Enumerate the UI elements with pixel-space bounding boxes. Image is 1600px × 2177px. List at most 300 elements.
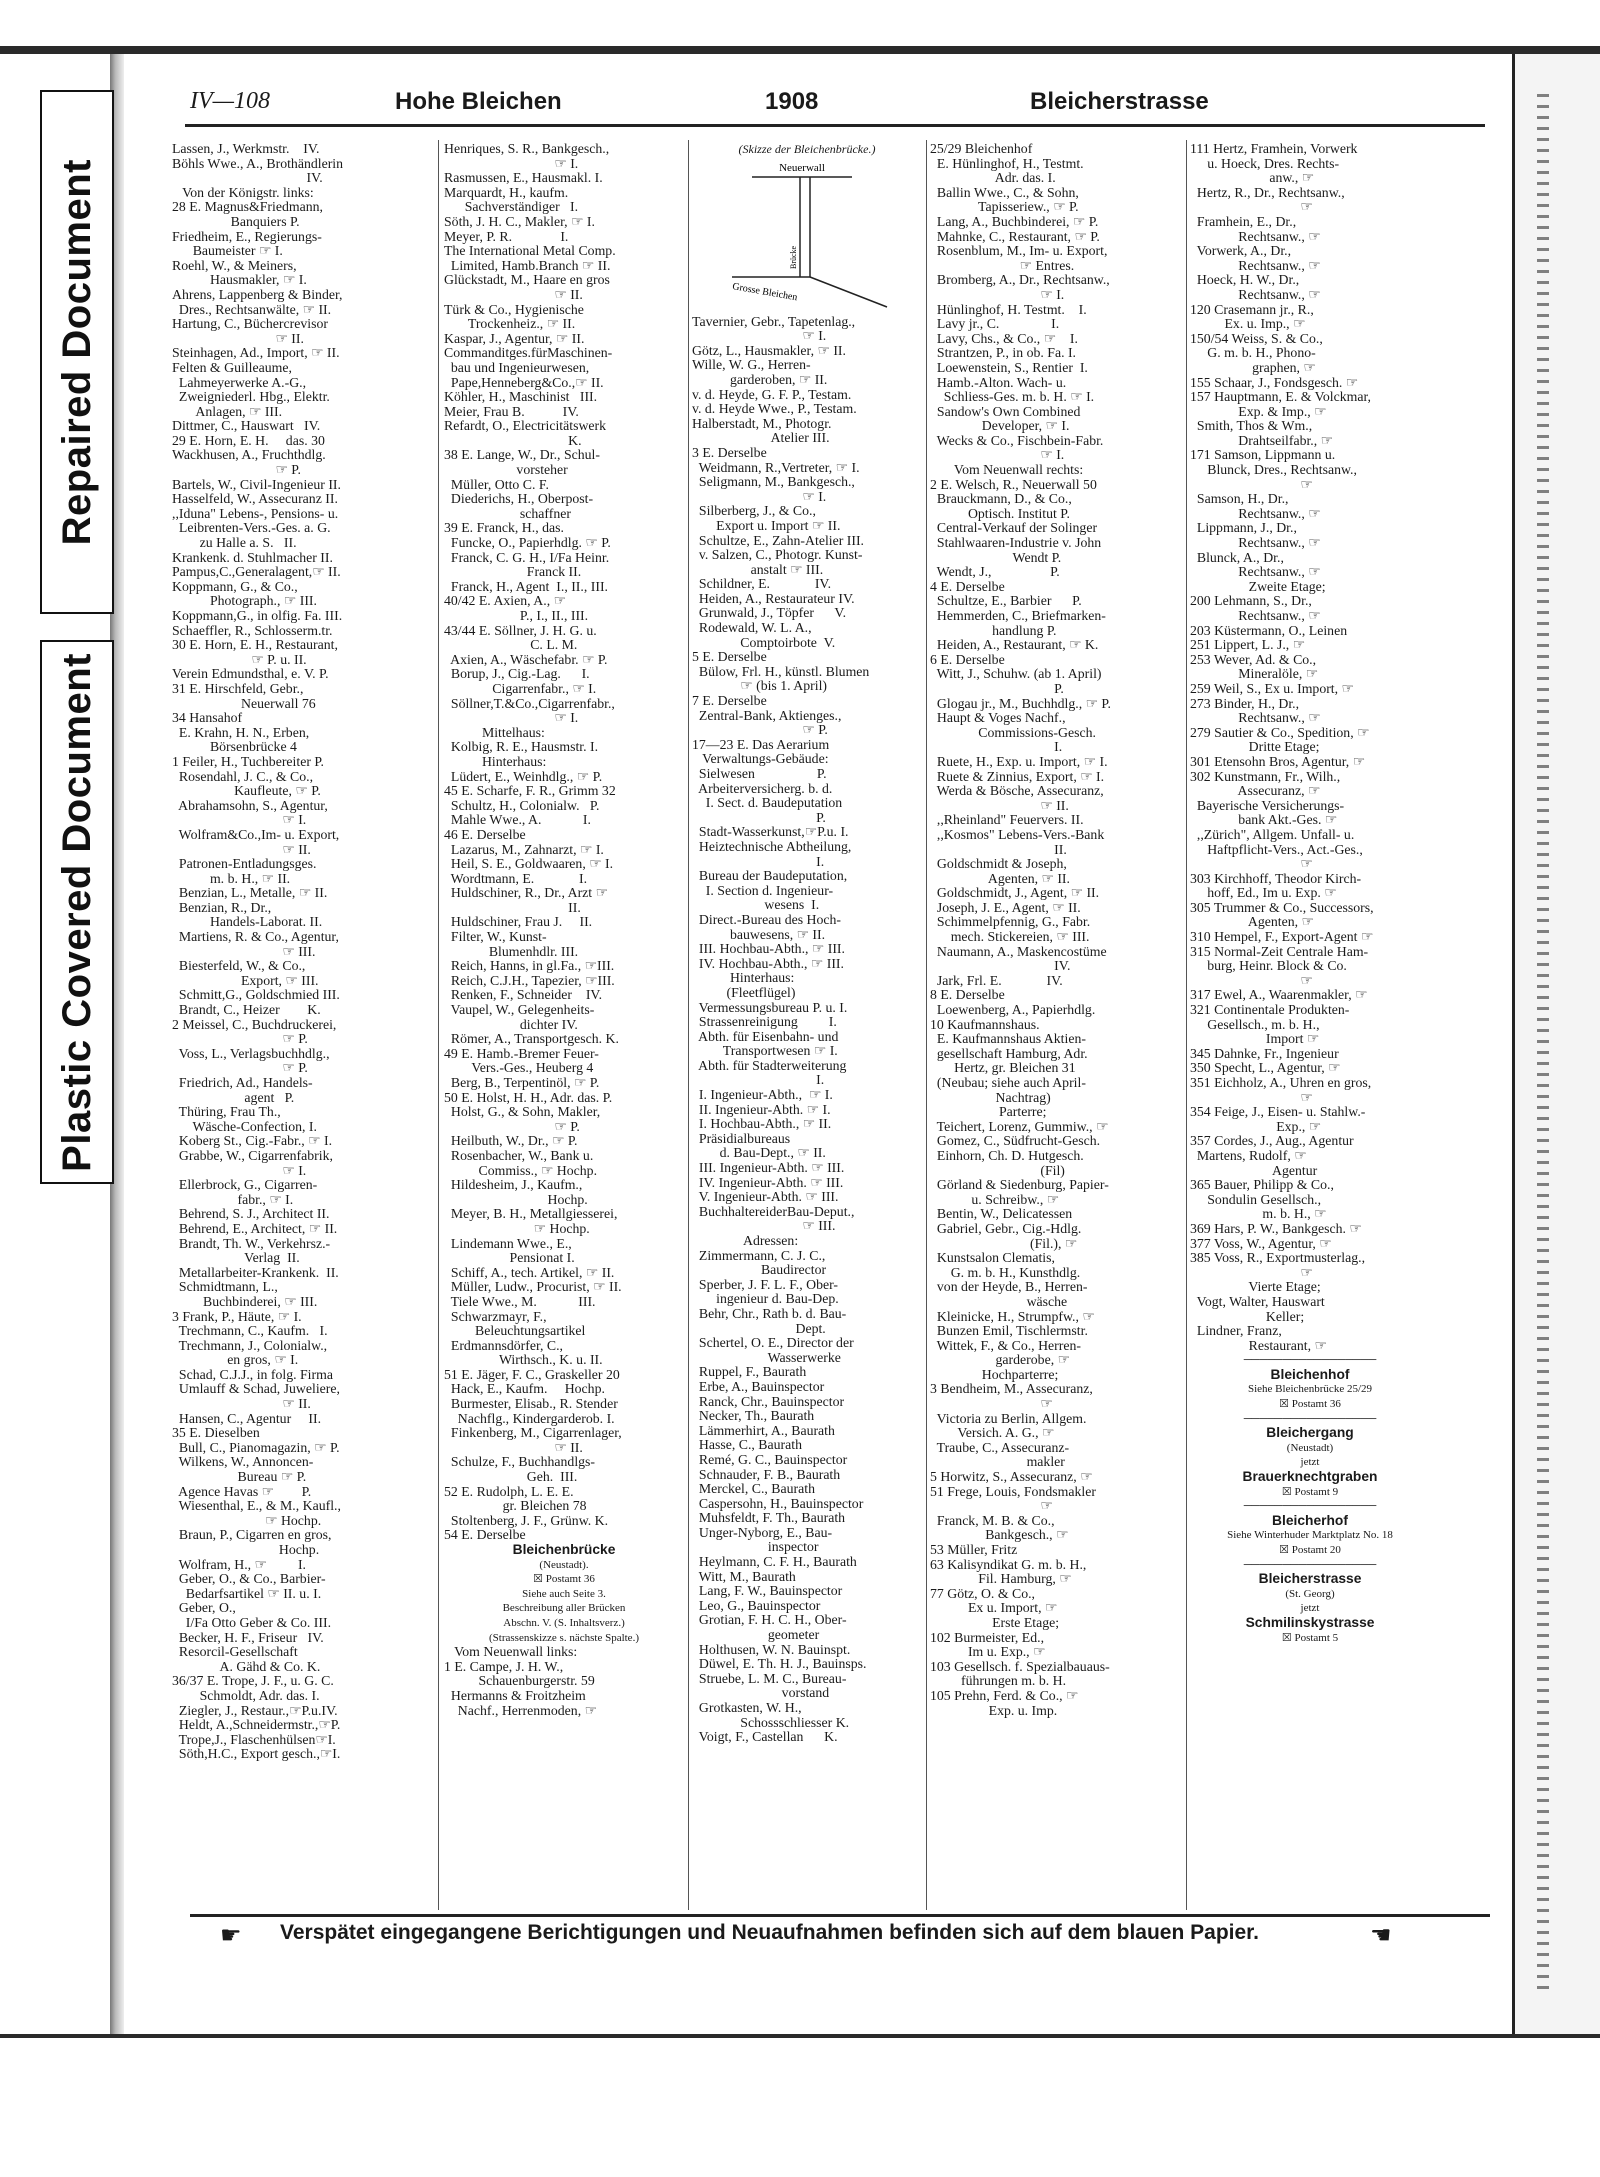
directory-entry: 6 E. Derselbe [930,651,1005,667]
directory-entry: ☞ P. [172,462,301,478]
directory-entry: Gomez, C., Südfrucht-Gesch. [930,1133,1101,1149]
directory-entry: 43/44 E. Söllner, J. H. G. u. [444,622,597,638]
directory-entry: Commanditges.fürMaschinen- [444,345,613,361]
directory-entry: Werda & Bösche, Assecuranz, [930,783,1104,799]
directory-entry: Von der Königstr. links: [172,184,314,200]
directory-entry: Wolfram&Co.,Im- u. Export, [172,826,340,842]
directory-entry: Commissions-Gesch. [930,724,1096,740]
directory-entry: (Neubau; siehe auch April- [930,1075,1086,1090]
directory-entry: G. m. b. H., Kunsthdlg. [930,1264,1081,1280]
directory-entry: Sachverständiger I. [444,199,579,215]
directory-entry: garderobe, ☞ [930,1352,1070,1368]
directory-entry: Baumeister ☞ I. [172,243,283,259]
directory-entry: Steinhagen, Ad., Import, ☞ II. [172,345,340,361]
directory-entry: I. Sect. d. Baudeputation [692,795,843,811]
bridge-sketch [692,159,912,309]
directory-entry: 203 Küstermann, O., Leinen [1190,622,1348,638]
directory-entry: Gabriel, Gebr., Cig.-Hdlg. [930,1220,1082,1236]
directory-entry: v. Salzen, C., Photogr. Kunst- [692,547,863,563]
directory-entry: Henriques, S. R., Bankgesch., [444,142,610,156]
directory-entry: Müller, Otto C. F. [444,476,549,492]
directory-entry: von der Heyde, B., Herren- [930,1279,1088,1295]
directory-entry: v. d. Heyde, G. F. P., Testam. [692,386,852,402]
directory-entry: ☞ [1190,856,1313,872]
directory-entry: Vom Neuenwall rechts: [930,462,1084,478]
directory-entry: ☞ I. [692,488,827,504]
directory-entry: ☞ I. [172,1162,307,1178]
directory-entry: 310 Hempel, F., Export-Agent ☞ [1190,929,1374,945]
directory-entry: Filter, W., Kunst- [444,929,547,945]
directory-entry: Franck, H., Agent I., II., III. [444,578,608,594]
directory-entry: Ruete & Zinnius, Export, ☞ I. [930,768,1105,784]
directory-entry: ☞ [930,1498,1053,1514]
directory-entry: Huldschiner, R., Dr., Arzt ☞ [444,885,608,901]
directory-entry: III. Hochbau-Abth., ☞ III. [692,941,845,957]
directory-entry: Thüring, Frau Th., [172,1104,281,1120]
directory-entry: 45 E. Scharfe, F. R., Grimm 32 [444,783,616,799]
directory-entry: Wecks & Co., Fischbein-Fabr. [930,432,1104,448]
directory-entry: II. [444,899,581,915]
directory-entry: 303 Kirchhoff, Theodor Kirch- [1190,870,1362,886]
directory-entry: ,,Kosmos" Lebens-Vers.-Bank [930,826,1105,842]
street-note: (Neustadt) [1286,1441,1334,1454]
directory-entry: Central-Verkauf der Solinger [930,520,1098,536]
directory-entry: Vom Neuenwall links: [444,1644,578,1660]
directory-entry: ☞ I. [930,447,1065,463]
directory-entry: 29 E. Horn, E. H. das. 30 [172,432,325,448]
directory-entry: Adr. das. I. [930,170,1056,186]
directory-entry: Ex. u. Imp., ☞ [1190,316,1306,332]
directory-entry: Grotkasten, W. H., [692,1700,802,1715]
directory-entry: Ranck, Chr., Bauinspector [692,1393,845,1409]
street-note: ☒ Postamt 5 [1281,1631,1339,1644]
directory-entry: Koppmann, G., & Co., [172,578,298,594]
street-note: ───────────────── [1243,1500,1377,1513]
directory-entry: Schmidtmann, L., [172,1279,278,1295]
sketch-label-neuerwall: Neuerwall [779,161,825,174]
directory-entry: Jark, Frl. E. IV. [930,972,1063,988]
directory-entry: Dittmer, C., Hauswart IV. [172,418,321,434]
directory-entry: Bedarfsartikel ☞ II. u. I. [172,1585,322,1601]
repaired-document-label: Repaired Document [54,158,99,546]
directory-entry: 2 E. Welsch, R., Neuerwall 50 [930,476,1097,492]
sketch-label-bridge: Brücke [789,245,798,269]
directory-entry: 1 E. Campe, J. H. W., [444,1658,564,1674]
street-note: ───────────────── [1243,1412,1377,1425]
directory-entry: Wirthsch., K. u. II. [444,1352,603,1368]
directory-entry: 251 Lippert, L. J., ☞ [1190,637,1306,653]
directory-entry: Franck, M. B. & Co., [930,1512,1055,1528]
directory-entry: Stahlwaaren-Industrie v. John [930,535,1102,551]
directory-entry: 150/54 Weiss, S. & Co., [1190,330,1323,346]
directory-entry: ,,Rheinland" Feuervers. II. [930,812,1084,828]
directory-entry: Meyer, P. R. I. [444,228,569,244]
directory-entry: Rechtsanw., ☞ [1190,608,1321,623]
directory-entry: ☞ P. [172,1060,308,1076]
directory-entry: Patronen-Entladungsges. [172,856,317,872]
directory-entry: Wendt P. [930,549,1062,565]
directory-entry: Buchbinderei, ☞ III. [172,1293,318,1309]
directory-entry: Parterre; [930,1104,1047,1120]
directory-entry: Blumenhdlr. III. [444,943,579,959]
directory-entry: 53 Müller, Fritz [930,1542,1018,1557]
directory-column-3-entries [692,315,922,1745]
directory-entry: 302 Kunstmann, Fr., Wilh., [1190,768,1341,784]
directory-entry: Trechmann, J., Colonialw., [172,1337,328,1353]
directory-entry: Borup, J., Cig.-Lag. I. [444,666,590,682]
directory-entry: 3 Bendheim, M., Assecuranz, [930,1381,1093,1397]
directory-entry: Kleinicke, H., Strumpfw., ☞ [930,1308,1095,1324]
directory-entry: Koppmann,G., in olfig. Fa. III. [172,608,343,623]
directory-entry: 273 Binder, H., Dr., [1190,695,1300,711]
directory-entry: Mahnke, C., Restaurant, ☞ P. [930,228,1100,244]
directory-entry: Schertel, O. E., Director der [692,1335,854,1351]
directory-entry: Direct.-Bureau des Hoch- [692,911,842,927]
directory-entry: Dres., Rechtsanwälte, ☞ II. [172,301,332,317]
directory-entry: Martens, Rudolf, ☞ [1190,1147,1307,1163]
directory-entry: Dritte Etage; [1190,739,1320,755]
directory-entry: Reich, Hanns, in gl.Fa., ☞III. [444,958,615,974]
directory-entry: V. Ingenieur-Abth. ☞ III. [692,1189,839,1205]
directory-entry: Atelier III. [692,430,830,446]
directory-entry: Banquiers P. [172,213,300,229]
directory-entry: Beleuchtungsartikel [444,1323,586,1339]
directory-entry: Remé, G. C., Bauinspector [692,1451,848,1467]
directory-entry: vorstand [692,1685,830,1701]
directory-entry: Photograph., ☞ III. [172,593,317,609]
directory-entry: 365 Bauer, Philipp & Co., [1190,1177,1334,1193]
directory-entry: IV. [172,170,323,186]
directory-entry: Söth,H.C., Export gesch.,☞I. [172,1746,341,1762]
directory-entry: Rodewald, W. L. A., [692,620,812,636]
directory-entry: 38 E. Lange, W., Dr., Schul- [444,447,600,463]
directory-entry: Zweigniederl. Hbg., Elektr. [172,389,330,405]
directory-entry: 28 E. Magnus&Friedmann, [172,199,323,215]
directory-entry: Pape,Henneberg&Co.,☞ II. [444,374,604,390]
directory-entry: Witt, M., Baurath [692,1568,796,1584]
directory-entry: wesens I. [692,897,820,913]
directory-entry: Lang, A., Buchbinderei, ☞ P. [930,213,1099,229]
directory-entry: I/Fa Otto Geber & Co. III. [172,1614,332,1630]
directory-entry: Schossschliesser K. [692,1714,850,1730]
directory-entry: (Fleetflügel) [692,984,796,1000]
directory-entry: 36/37 E. Trope, J. F., u. G. C. [172,1673,334,1689]
directory-entry: Assecuranz, ☞ [1190,783,1321,799]
street-note: (St. Georg) [1285,1587,1335,1600]
directory-entry: Rechtsanw., ☞ [1190,286,1321,302]
directory-entry: Joseph, J. E., Agent, ☞ II. [930,899,1081,915]
directory-entry: IV. Ingenieur-Abth. ☞ III. [692,1174,844,1190]
footer-notice [190,1914,1490,1951]
directory-entry: The International Metal Comp. [444,243,616,259]
directory-entry: ☞ I. [930,286,1065,302]
directory-entry: Grotian, F. H. C. H., Ober- [692,1612,847,1628]
directory-entry: Stoltenberg, J. F., Grünw. K. [444,1512,609,1528]
directory-entry: Bentin, W., Delicatessen [930,1206,1073,1222]
directory-entry: K. [444,432,582,448]
directory-entry: bau und Ingenieurwesen, [444,359,590,375]
directory-entry: Export u. Import ☞ II. [692,517,841,533]
directory-entry: Dept. [692,1320,826,1336]
directory-entry: ☞ II. [172,841,311,857]
directory-entry: u. Hoeck, Dres. Rechts- [1190,155,1340,171]
directory-entry: Traube, C., Assecuranz- [930,1439,1070,1455]
directory-entry: Pensionat I. [444,1250,575,1266]
directory-entry: Victoria zu Berlin, Allgem. [930,1410,1087,1426]
directory-entry: Wittek, F., & Co., Herren- [930,1337,1081,1353]
directory-entry: führungen m. b. H. [930,1673,1067,1689]
pointing-hand-icon: ☛ [220,1922,242,1949]
directory-entry: ☞ II. [930,797,1069,813]
column-divider [1186,140,1187,1910]
directory-entry: Haupt & Voges Nachf., [930,710,1066,726]
directory-entry: I. [930,739,1063,755]
directory-entry: Hertz, R., Dr., Rechtsanw., [1190,184,1345,200]
directory-entry: Rechtsanw., ☞ [1190,257,1321,273]
directory-entry: ,,Zürich", Allgem. Unfall- u. [1190,826,1355,842]
directory-entry: m. b. H., ☞ [1190,1206,1327,1222]
directory-entry: Neuerwall 76 [172,695,316,711]
scan-edge-bottom [0,2034,1600,2038]
directory-entry: Heiztechnische Abtheilung, [692,838,852,854]
directory-entry: zu Halle a. S. II. [172,535,297,551]
directory-entry: ☞ [930,1396,1053,1412]
directory-entry: u. Schreibw., ☞ [930,1191,1060,1207]
directory-entry: Samson, H., Dr., [1190,491,1289,507]
directory-entry: Fil. Hamburg, ☞ [930,1571,1072,1587]
directory-entry: ☞ [1190,199,1313,215]
directory-entry: bank Akt.-Ges. ☞ [1190,812,1338,828]
directory-entry: Naumann, A., Maskencostüme [930,943,1107,959]
directory-entry: Agentur [1190,1162,1318,1178]
directory-entry: Römer, A., Transportgesch. K. [444,1031,619,1047]
directory-entry: Hünlinghof, H. Testmt. I. [930,301,1087,317]
directory-entry: Arbeiterversicherg. b. d. [692,780,833,796]
directory-entry: Schultz, H., Colonialw. P. [444,797,600,813]
directory-entry: 103 Gesellsch. f. Spezialbauaus- [930,1658,1110,1674]
sketch-caption: (Skizze der Bleichenbrücke.) [738,142,876,156]
directory-entry: Meier, Frau B. IV. [444,403,579,419]
directory-entry: Abrahamsohn, S., Agentur, [172,797,328,813]
directory-entry: Becker, H. F., Friseur IV. [172,1629,324,1645]
directory-entry: Schauenburgerstr. 59 [444,1673,595,1689]
directory-entry: Hamb.-Alton. Wach- u. [930,374,1067,390]
directory-entry: Sielwesen P. [692,766,827,781]
directory-entry: 54 E. Derselbe [444,1527,526,1543]
street-heading: Bleichergang [1266,1425,1354,1441]
directory-entry: Witt, J., Schuhw. (ab 1. April) [930,666,1102,682]
directory-entry: Stadt-Wasserkunst,☞P.u. I. [692,824,849,840]
directory-entry: Franck II. [444,564,582,580]
directory-entry: Handels-Laborat. II. [172,914,323,930]
directory-entry: Loewenberg, A., Papierhdlg. [930,1002,1096,1018]
directory-entry: Blunck, Dres., Rechtsanw., [1190,462,1357,478]
directory-entry: Leibrenten-Vers.-Ges. a. G. [172,520,331,536]
street-note: ☒ Postamt 36 [533,1573,595,1586]
directory-entry: A. Gähd & Co. K. [172,1658,321,1674]
directory-entry: vorsteher [444,462,568,478]
directory-entry: 259 Weil, S., Ex u. Import, ☞ [1190,680,1354,696]
directory-entry: Kaufleute, ☞ P. [172,783,321,799]
directory-entry: Lindner, Franz, [1190,1323,1282,1339]
directory-entry: 30 E. Horn, E. H., Restaurant, [172,637,338,653]
directory-entry: Umlauff & Schad, Juweliere, [172,1381,340,1397]
directory-entry: ☞ I. [444,710,579,726]
directory-entry: (Fil) [930,1162,1065,1178]
directory-entry: gr. Bleichen 78 [444,1498,587,1514]
directory-entry: Braun, P., Cigarren en gros, [172,1527,332,1543]
street-note: Beschreibung aller Brücken [502,1602,626,1615]
directory-entry: 200 Lehmann, S., Dr., [1190,593,1312,609]
directory-entry: Glückstadt, M., Haare en gros [444,272,610,288]
directory-entry: 279 Sautier & Co., Spedition, ☞ [1190,724,1370,740]
directory-entry: 51 E. Jäger, F. C., Graskeller 20 [444,1366,620,1382]
directory-entry: ☞ I. [172,812,307,828]
directory-entry: Trope,J., Flaschenhülsen☞I. [172,1731,336,1747]
directory-entry: BuchhaltereiderBau-Deput., [692,1203,855,1219]
directory-entry: II. Ingenieur-Abth. ☞ I. [692,1101,831,1117]
directory-entry: Rechtsanw., ☞ [1190,228,1321,244]
directory-entry: Schulze, F., Buchhandlgs- [444,1454,596,1470]
directory-entry: Strantzen, P., in ob. Fa. I. [930,345,1077,361]
directory-entry: Lavy, Chs., & Co., ☞ I. [930,330,1078,346]
directory-entry: Adressen: [692,1233,799,1248]
directory-entry: Brandt, Th. W., Verkehrsz.- [172,1235,331,1251]
directory-entry: Weidmann, R.,Vertreter, ☞ I. [692,459,860,475]
plastic-covered-stamp [40,640,114,1184]
directory-entry: Benzian, R., Dr., [172,899,272,915]
sketch-label-grosse-bleichen: Grosse Bleichen [731,280,799,303]
street-note: ───────────────── [1243,1354,1377,1367]
directory-entry: Sondulin Gesellsch., [1190,1191,1322,1207]
directory-entry: 345 Dahnke, Fr., Ingenieur [1190,1045,1339,1061]
directory-entry: Friedheim, E., Regierungs- [172,228,322,244]
directory-entry: Marquardt, H., kaufm. [444,184,569,200]
directory-entry: 8 E. Derselbe [930,987,1005,1003]
directory-entry: Sandow's Own Combined [930,403,1081,419]
directory-entry: Martiens, R. & Co., Agentur, [172,929,339,945]
directory-entry: Restaurant, ☞ [1190,1337,1327,1353]
directory-entry: Rasmussen, E., Hausmakl. I. [444,170,603,186]
street-heading: Schmilinskystrasse [1245,1614,1375,1630]
directory-entry: Müller, Ludw., Procurist, ☞ II. [444,1279,622,1295]
directory-entry: Framhein, E., Dr., [1190,213,1297,229]
directory-entry: d. Bau-Dept., ☞ II. [692,1145,826,1161]
directory-entry: Bankgesch., ☞ [930,1527,1069,1543]
directory-entry: Abth. für Stadterweiterung [692,1057,847,1073]
directory-entry: Behrend, S. J., Architect II. [172,1206,330,1222]
directory-entry: Zentral-Bank, Aktienges., [692,707,842,723]
directory-entry: Rechtsanw., ☞ [1190,535,1321,551]
directory-entry: Haftpflicht-Vers., Act.-Ges., [1190,841,1363,857]
directory-entry: Bartels, W., Civil-Ingenieur II. [172,476,341,492]
directory-entry: Behr, Chr., Rath b. d. Bau- [692,1305,847,1321]
directory-entry: Tavernier, Gebr., Tapetenlag., [692,313,856,329]
directory-entry: Bureau der Baudeputation, [692,868,848,884]
footer-text: Verspätet eingegangene Berichtigungen und Neuaufnahmen befinden sich auf dem blauen Papier. [280,1921,1260,1944]
directory-entry: 102 Burmeister, Ed., [930,1629,1045,1645]
directory-entry: Wolfram, H., ☞ I. [172,1556,307,1572]
directory-entry: Lämmerhirt, A., Baurath [692,1422,835,1438]
directory-entry: Reich, C.J.H., Tapezier, ☞III. [444,972,615,988]
directory-entry: Struebe, L. M. C., Bureau- [692,1670,847,1686]
directory-entry: ☞ I. [444,155,579,171]
street-heading: Bleicherhof [1272,1512,1348,1528]
directory-entry: ☞ III. [692,1218,836,1234]
directory-entry: I. Section d. Ingenieur- [692,882,834,898]
directory-entry: Behrend, E., Architect, ☞ II. [172,1220,338,1236]
street-left-title: Hohe Bleichen [395,88,562,115]
directory-entry: ☞ I. [692,328,827,344]
street-note: Abschn. V. (S. Inhaltsverz.) [503,1616,625,1629]
column-divider [688,140,689,1910]
directory-entry: Loewenstein, S., Rentier I. [930,359,1088,375]
directory-entry: 5 E. Derselbe [692,649,767,665]
directory-entry: Rosenbacher, W., Bank u. [444,1147,594,1163]
directory-entry: Bayerische Versicherungs- [1190,797,1345,813]
directory-entry: 305 Trummer & Co., Successors, [1190,899,1374,915]
street-note: ☒ Postamt 9 [1281,1485,1339,1498]
directory-entry: en gros, ☞ I. [172,1352,299,1368]
directory-entry: Schiff, A., tech. Artikel, ☞ II. [444,1264,615,1280]
directory-entry: 10 Kaufmannshaus. [930,1016,1040,1032]
directory-entry: Bunzen Emil, Tischlermstr. [930,1323,1088,1339]
directory-entry: Lüdert, E., Weinhdlg., ☞ P. [444,768,603,784]
directory-entry: 354 Feige, J., Eisen- u. Stahlw.- [1190,1104,1366,1120]
directory-entry: G. m. b. H., Phono- [1190,345,1316,361]
directory-entry: ,,Iduna" Lebens-, Pensions- u. [172,505,339,521]
directory-entry: 357 Cordes, J., Aug., Agentur [1190,1133,1354,1149]
directory-entry: ☞ P. [444,1118,580,1134]
directory-entry: 350 Specht, L., Agentur, ☞ [1190,1060,1341,1076]
directory-entry: ☞ Hochp. [444,1220,590,1236]
directory-entry: Rechtsanw., ☞ [1190,564,1321,580]
directory-entry: Lindemann Wwe., E., [444,1235,572,1251]
directory-entry: 301 Etensohn Bros, Agentur, ☞ [1190,753,1366,769]
directory-entry: 315 Normal-Zeit Centrale Ham- [1190,943,1369,959]
directory-entry: Vermessungsbureau P. u. I. [692,999,848,1015]
directory-entry: agent P. [172,1089,295,1105]
directory-entry: Kaspar, J., Agentur, ☞ II. [444,330,585,346]
directory-entry: Hochp. [172,1542,320,1557]
directory-entry: ingenieur d. Bau-Dep. [692,1291,839,1307]
directory-entry: I. [692,853,825,869]
directory-entry: Friedrich, Ad., Handels- [172,1075,313,1090]
directory-entry: 2 Meissel, C., Buchdruckerei, [172,1016,337,1032]
directory-entry: Bureau ☞ P. [172,1469,307,1485]
directory-entry: Düwel, E. Th. H. J., Bauinsps. [692,1656,867,1672]
directory-entry: Ellerbrock, G., Cigarren- [172,1177,318,1193]
directory-entry: Wille, W. G., Herren- [692,357,811,373]
directory-entry: P. [692,809,826,825]
directory-entry: 17—23 E. Das Aerarium [692,736,830,752]
directory-entry: Transportwesen ☞ I. [692,1043,838,1059]
directory-entry: v. d. Heyde Wwe., P., Testam. [692,401,857,417]
directory-entry: Muhsfeldt, F. Th., Baurath [692,1510,846,1526]
street-note: Siehe auch Seite 3. [522,1587,606,1600]
directory-entry: Holthusen, W. N. Bauinspt. [692,1641,851,1657]
directory-entry: anw., ☞ [1190,170,1315,186]
directory-entry: Schwarzmayr, F., [444,1308,547,1324]
directory-entry: Einhorn, Ch. D. Hutgesch. [930,1147,1084,1163]
directory-entry: Anlagen, ☞ III. [172,403,283,419]
directory-entry: (Fil.), ☞ [930,1235,1078,1251]
directory-entry: Tiele Wwe., M. III. [444,1293,596,1309]
street-note: (Neustadt). [539,1558,589,1571]
directory-entry: Cigarrenfabr., ☞ I. [444,680,597,696]
directory-entry: Hochp. [444,1191,588,1207]
directory-entry: Merckel, C., Baurath [692,1481,815,1497]
